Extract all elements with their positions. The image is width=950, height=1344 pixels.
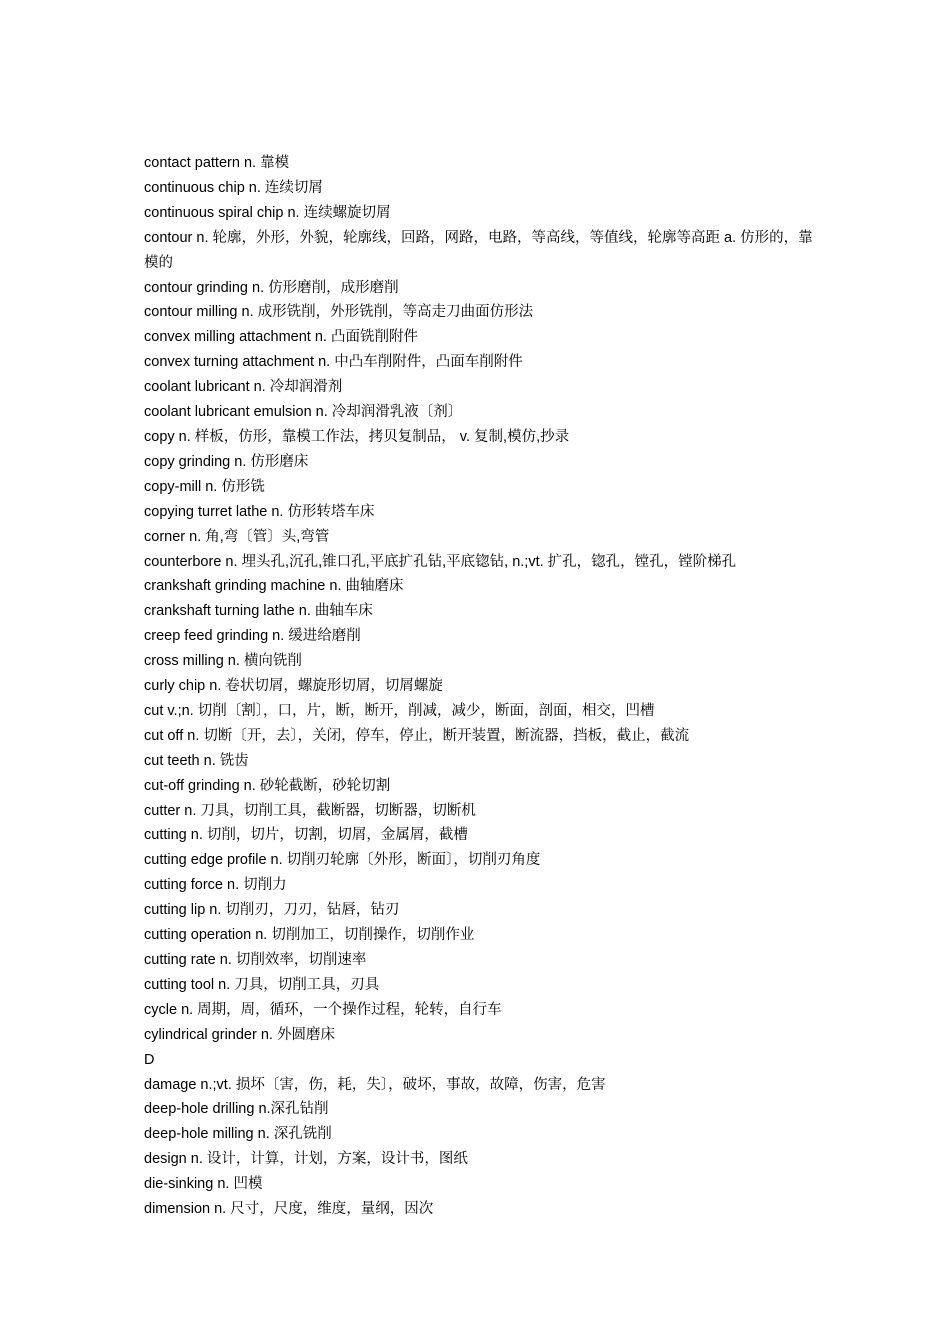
glossary-entry: cutting force n. 切削力 bbox=[144, 877, 287, 894]
glossary-entry: deep-hole milling n. 深孔铣削 bbox=[144, 1126, 332, 1143]
glossary-entry: crankshaft grinding machine n. 曲轴磨床 bbox=[144, 578, 404, 595]
glossary-entry: cutting tool n. 刀具，切削工具，刃具 bbox=[144, 976, 380, 993]
glossary-entry: cutting n. 切削，切片，切割，切屑，金属屑，截槽 bbox=[144, 827, 468, 844]
glossary-entry: cutting lip n. 切削刃，刀刃，钻唇，钻刃 bbox=[144, 902, 400, 919]
glossary-entry: contact pattern n. 靠模 bbox=[144, 155, 290, 171]
glossary-entry: cut off n. 切断〔开，去〕，关闭，停车，停止，断开装置，断流器，挡板，截止，截流 bbox=[144, 727, 690, 744]
glossary-entry: counterbore n. 埋头孔,沉孔,锥口孔,平底扩孔钻,平底锪钻, n.;vt. 扩孔，锪孔，镗孔，镗阶梯孔 bbox=[144, 553, 737, 570]
glossary-entry: cut-off grinding n. 砂轮截断，砂轮切割 bbox=[144, 777, 391, 794]
glossary-entry: cutting edge profile n. 切削刃轮廓〔外形，断面〕，切削刃角度 bbox=[144, 852, 541, 869]
glossary-entry: convex milling attachment n. 凸面铣削附件 bbox=[144, 329, 418, 346]
glossary-entry: contour milling n. 成形铣削，外形铣削，等高走刀曲面仿形法 bbox=[144, 304, 534, 321]
glossary-entry: dimension n. 尺寸，尺度，维度，量纲，因次 bbox=[144, 1201, 434, 1218]
glossary-entry: continuous spiral chip n. 连续螺旋切屑 bbox=[144, 204, 391, 221]
glossary-entry: coolant lubricant n. 冷却润滑剂 bbox=[144, 379, 343, 396]
glossary-entry: corner n. 角,弯〔管〕头,弯管 bbox=[144, 528, 330, 545]
glossary-list bbox=[144, 151, 814, 1222]
glossary-entry: contour grinding n. 仿形磨削，成形磨削 bbox=[144, 279, 399, 296]
glossary-entry: continuous chip n. 连续切屑 bbox=[144, 179, 323, 196]
glossary-entry: cutter n. 刀具，切削工具，截断器，切断器，切断机 bbox=[144, 802, 476, 819]
glossary-entry: die-sinking n. 凹模 bbox=[144, 1176, 263, 1193]
glossary-entry: convex turning attachment n. 中凸车削附件，凸面车削附件 bbox=[144, 354, 523, 371]
glossary-entry: creep feed grinding n. 缓进给磨削 bbox=[144, 628, 361, 645]
glossary-entry: cylindrical grinder n. 外圆磨床 bbox=[144, 1026, 335, 1043]
glossary-entry: crankshaft turning lathe n. 曲轴车床 bbox=[144, 603, 373, 620]
glossary-entry: copy-mill n. 仿形铣 bbox=[144, 478, 265, 495]
glossary-entry: cut teeth n. 铣齿 bbox=[144, 752, 249, 769]
glossary-entry: deep-hole drilling n.深孔钻削 bbox=[144, 1101, 329, 1118]
glossary-entry: cross milling n. 横向铣削 bbox=[144, 653, 302, 670]
glossary-entry: design n. 设计，计算，计划，方案，设计书，图纸 bbox=[144, 1151, 468, 1168]
section-letter-heading: D bbox=[144, 1051, 155, 1068]
glossary-entry: contour n. 轮廓，外形，外貌，轮廓线，回路，网路，电路，等高线，等值线，轮廓等高距 a. 仿形的，靠模的 bbox=[144, 229, 813, 271]
glossary-entry: cutting operation n. 切削加工，切削操作，切削作业 bbox=[144, 927, 475, 944]
glossary-entry: coolant lubricant emulsion n. 冷却润滑乳液〔剂〕 bbox=[144, 404, 463, 421]
glossary-entry: cycle n. 周期，周，循环，一个操作过程，轮转，自行车 bbox=[144, 1001, 502, 1018]
glossary-entry: curly chip n. 卷状切屑，螺旋形切屑，切屑螺旋 bbox=[144, 678, 443, 695]
glossary-entry: cutting rate n. 切削效率，切削速率 bbox=[144, 952, 367, 968]
glossary-entry: copy grinding n. 仿形磨床 bbox=[144, 453, 309, 470]
glossary-entry: cut v.;n. 切削〔割〕，口，片，断，断开，削减，减少，断面，剖面，相交，凹槽 bbox=[144, 702, 655, 719]
glossary-entry: copy n. 样板，仿形，靠模工作法，拷贝复制品， v. 复制,模仿,抄录 bbox=[144, 428, 570, 445]
glossary-entry: copying turret lathe n. 仿形转塔车床 bbox=[144, 503, 375, 520]
glossary-entry: damage n.;vt. 损坏〔害，伤，耗，失〕，破坏，事故，故障，伤害，危害 bbox=[144, 1076, 606, 1093]
